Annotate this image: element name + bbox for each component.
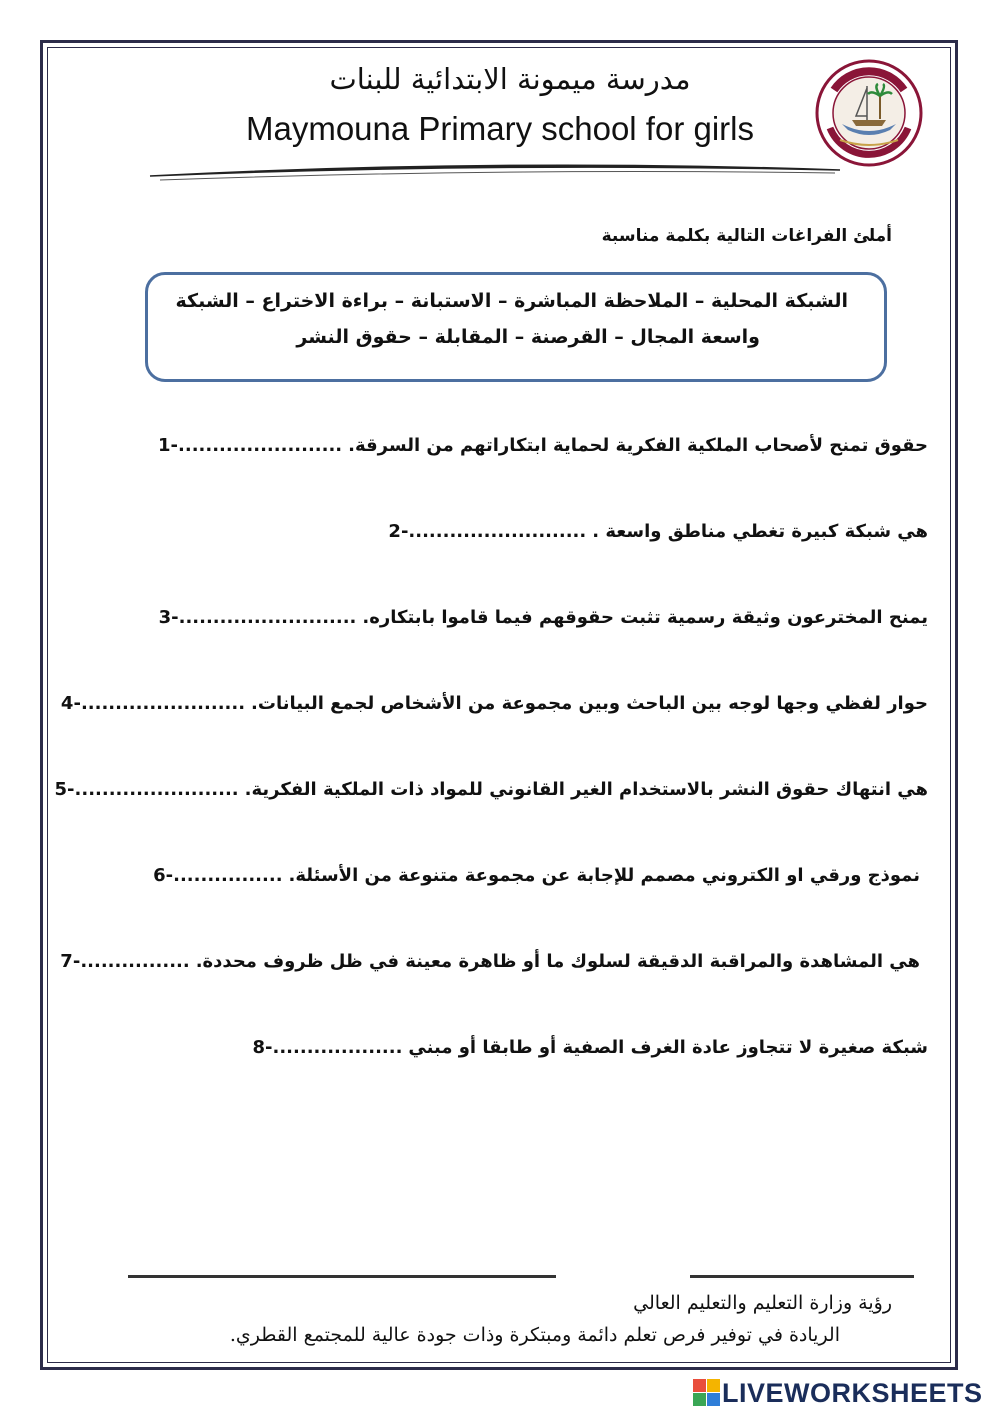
question-item [51, 688, 928, 718]
answer-blank[interactable]: ................... [272, 1036, 403, 1058]
word-bank-line-1: الشبكة المحلية – الملاحظة المباشرة – الاستبانة – براءة الاختراع – الشبكة [175, 290, 848, 312]
answer-blank[interactable]: ................ [173, 864, 283, 886]
question-item [149, 602, 928, 632]
qatar-ministry-emblem-icon [812, 56, 927, 171]
answer-blank[interactable]: ........................ [178, 434, 343, 456]
answer-blank[interactable]: .......................... [408, 520, 587, 542]
question-text: هي المشاهدة والمراقبة الدقيقة لسلوك ما أو ظاهرة معينة في ظل ظروف محددة. [195, 950, 920, 972]
question-number: -7 [60, 950, 81, 972]
question-item [243, 1032, 929, 1062]
question-text: يمنح المخترعون وثيقة رسمية تثبت حقوقهم فيما قاموا بابتكاره. [362, 606, 928, 628]
question-number: -2 [388, 520, 409, 542]
footer-divider-right [690, 1275, 914, 1278]
question-item [148, 430, 928, 460]
question-text: شبكة صغيرة لا تتجاوز عادة الغرف الصفية أو طابقا أو مبني [408, 1036, 928, 1058]
school-name-english: Maymouna Primary school for girls [246, 110, 754, 147]
question-number: -8 [252, 1036, 273, 1058]
question-item [378, 516, 928, 546]
answer-blank[interactable]: ........................ [80, 692, 246, 714]
question-number: -6 [153, 864, 174, 886]
question-number: -1 [158, 434, 179, 456]
question-item [143, 860, 928, 890]
ministry-vision-text: الريادة في توفير فرص تعلم دائمة ومبتكرة وذات جودة عالية للمجتمع القطري. [229, 1324, 840, 1346]
question-text: حقوق تمنح لأصحاب الملكية الفكرية لحماية ابتكاراتهم من السرقة. [348, 434, 928, 456]
question-text: هي شبكة كبيرة تغطي مناطق واسعة . [592, 520, 928, 542]
question-text: هي انتهاك حقوق النشر بالاستخدام الغير القانوني للمواد ذات الملكية الفكرية. [244, 778, 928, 800]
question-number: -4 [60, 692, 81, 714]
answer-blank[interactable]: ................ [80, 950, 190, 972]
school-name-arabic: مدرسة ميمونة الابتدائية للبنات [329, 62, 691, 96]
instruction-text: أملئ الفراغات التالية بكلمة مناسبة [601, 226, 892, 246]
answer-blank[interactable]: .......................... [178, 606, 357, 628]
header-swoosh-divider [145, 158, 845, 188]
liveworksheets-logo-icon [692, 1378, 722, 1408]
question-text: حوار لفظي وجها لوجه بين الباحث وبين مجموعة من الأشخاص لجمع البيانات. [251, 692, 928, 714]
word-bank-line-2: واسعة المجال – القرصنة – المقابلة – حقوق النشر [296, 326, 760, 348]
question-number: -5 [54, 778, 75, 800]
ministry-vision-title: رؤية وزارة التعليم والتعليم العالي [633, 1292, 892, 1314]
question-item [50, 946, 928, 976]
liveworksheets-watermark[interactable] [692, 1378, 983, 1408]
watermark-text: LIVEWORKSHEETS [722, 1377, 983, 1408]
question-item [45, 774, 928, 804]
footer-divider-left [128, 1275, 556, 1278]
question-number: -3 [158, 606, 179, 628]
answer-blank[interactable]: ........................ [74, 778, 239, 800]
question-text: نموذج ورقي او الكتروني مصمم للإجابة عن مجموعة متنوعة من الأسئلة. [288, 864, 920, 886]
